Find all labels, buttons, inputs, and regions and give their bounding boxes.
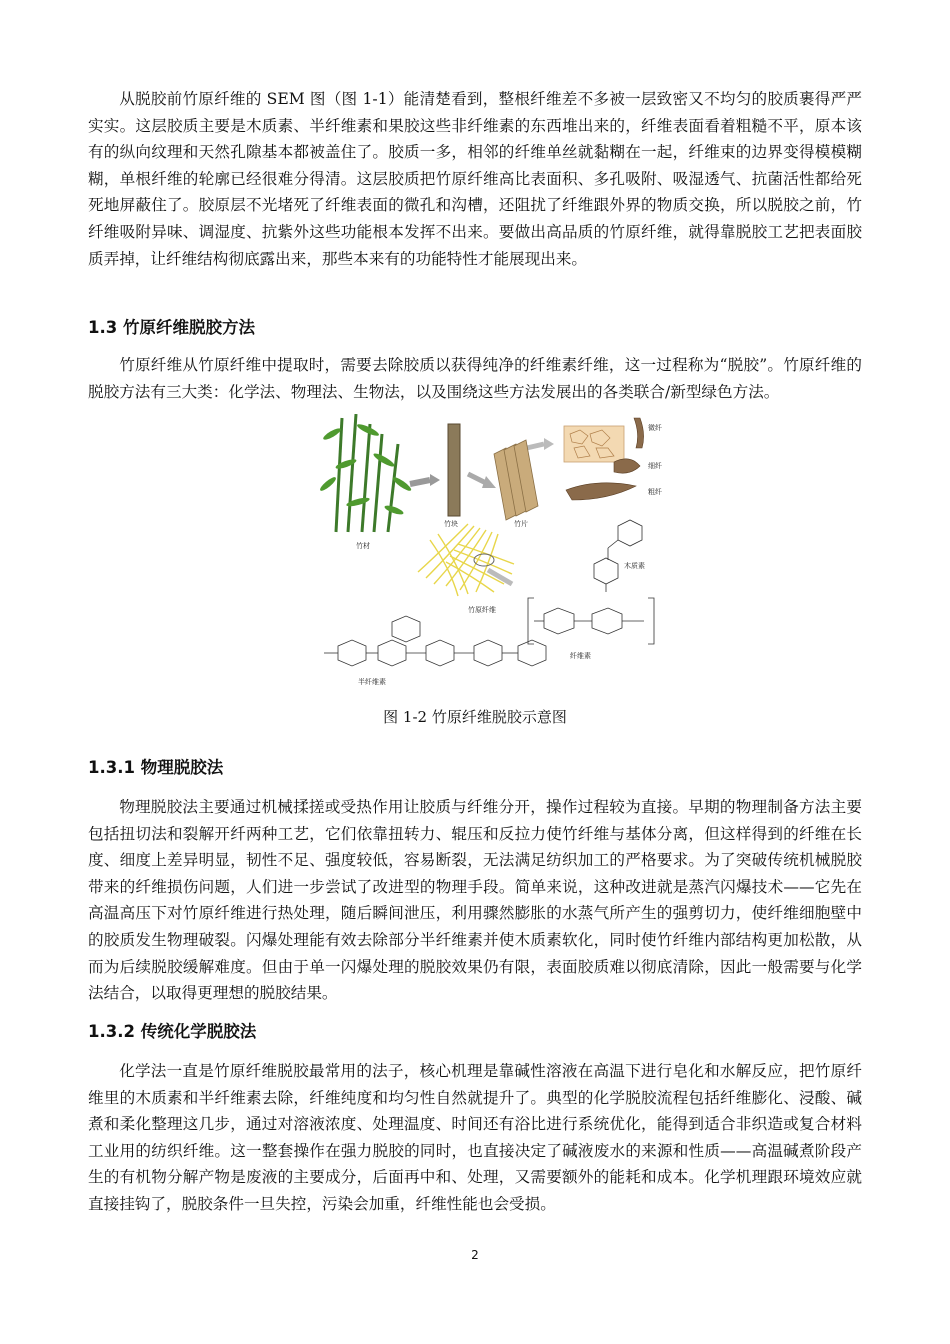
label-cellulose: 纤维素 — [570, 652, 591, 660]
paragraph-chemical-degumming: 化学法一直是竹原纤维脱胶最常用的法子，核心机理是靠碱性溶液在高温下进行皂化和水解反应，把竹原纤维里的木质素和半纤维素去除，纤维纯度和均匀性自然就提升了。典型的化学脱胶流程包括纤维膨化、浸酸、碱煮和柔化整理这几步，通过对溶液浓度、处理温度、时间还有浴比进行系统优化，能得到适合非织造或复合材料工业用的纺织纤维。这一整套操作在强力脱胶的同时，也直接决定了碱液废水的来源和性质——高温碱煮阶段产生的有机物分解产物是废液的主要成分，后面再中和、处理，又需要额外的能耗和成本。化学机理跟环境效应就直接挂钩了，脱胶条件一旦失控，污染会加重，纤维性能也会受损。 — [88, 1062, 862, 1213]
section-heading-1-3-1: 1.3.1 物理脱胶法 — [88, 758, 224, 777]
figure-caption: 图 1-2 竹原纤维脱胶示意图 — [383, 708, 567, 726]
paragraph-degumming-overview: 竹原纤维从竹原纤维中提取时，需要去除胶质以获得纯净的纤维素纤维，这一过程称为“脱胶”。竹原纤维的脱胶方法有三大类：化学法、物理法、生物法，以及围绕这些方法发展出的各类联合/新型绿色方法。 — [88, 356, 862, 401]
page-body — [88, 86, 862, 272]
lignin-structure — [594, 520, 642, 592]
paragraph-physical-degumming: 物理脱胶法主要通过机械揉搓或受热作用让胶质与纤维分开，操作过程较为直接。早期的物理制备方法主要包括扭切法和裂解开纤两种工艺，它们依靠扭转力、辊压和反拉力使竹纤维与基体分离，但这样得到的纤维在长度、细度上差异明显，韧性不足、强度较低，容易断裂，无法满足纺织加工的严格要求。为了突破传统机械脱胶带来的纤维损伤问题，人们进一步尝试了改进型的物理手段。简单来说，这种改进就是蒸汽闪爆技术——它先在高温高压下对竹原纤维进行热处理，随后瞬间泄压，利用骤然膨胀的水蒸气所产生的强剪切力，使纤维细胞壁中的胶质发生物理破裂。闪爆处理能有效去除部分半纤维素并使木质素软化，同时使竹纤维内部结构更加松散，从而为后续脱胶缓解难度。但由于单一闪爆处理的脱胶效果仍有限，表面胶质难以彻底清除，因此一般需要与化学法结合，以取得更理想的脱胶结果。 — [88, 798, 862, 1003]
cellulose-structure — [528, 598, 654, 644]
label-fibril: 细纤 — [648, 462, 662, 470]
section-heading-1-3: 1.3 竹原纤维脱胶方法 — [88, 318, 255, 337]
label-macrofibril: 粗纤 — [648, 488, 662, 496]
paragraph-intro: 从脱胶前竹原纤维的 SEM 图（图 1-1）能清楚看到，整根纤维差不多被一层致密又不均匀的胶质裹得严严实实。这层胶质主要是木质素、半纤维素和果胶这些非纤维素的东西堆出来的，纤维表面看着粗糙不平，原本该有的纵向纹理和天然孔隙基本都被盖住了。胶质一多，相邻的纤维单丝就黏糊在一起，纤维束的边界变得模模糊糊，单根纤维的轮廓已经很难分得清。这层胶质把竹原纤维高比表面积、多孔吸附、吸湿透气、抗菌活性都给死死地屏蔽住了。胶原层不光堵死了纤维表面的微孔和沟槽，还阻扰了纤维跟外界的物质交换，所以脱胶之前，竹纤维吸附异味、调湿度、抗紫外这些功能根本发挥不出来。要做出高品质的竹原纤维，就得靠脱胶工艺把表面胶质弄掉，让纤维结构彻底露出来，那些本来有的功能特性才能展现出来。 — [88, 90, 862, 268]
label-lignin: 木质素 — [624, 562, 645, 570]
label-block: 竹块 — [444, 520, 458, 528]
degumming-schematic-figure — [318, 414, 664, 692]
label-bamboo: 竹材 — [356, 542, 370, 550]
label-microfibril: 微纤 — [648, 424, 662, 432]
label-raw-fiber: 竹原纤维 — [468, 606, 496, 614]
hemicellulose-structure — [324, 616, 546, 666]
degumming-schematic-drawing — [318, 414, 664, 692]
section-heading-1-3-2: 1.3.2 传统化学脱胶法 — [88, 1022, 257, 1041]
label-slice: 竹片 — [514, 520, 528, 528]
page-number: 2 — [471, 1248, 479, 1262]
label-hemicellulose: 半纤维素 — [358, 678, 386, 686]
